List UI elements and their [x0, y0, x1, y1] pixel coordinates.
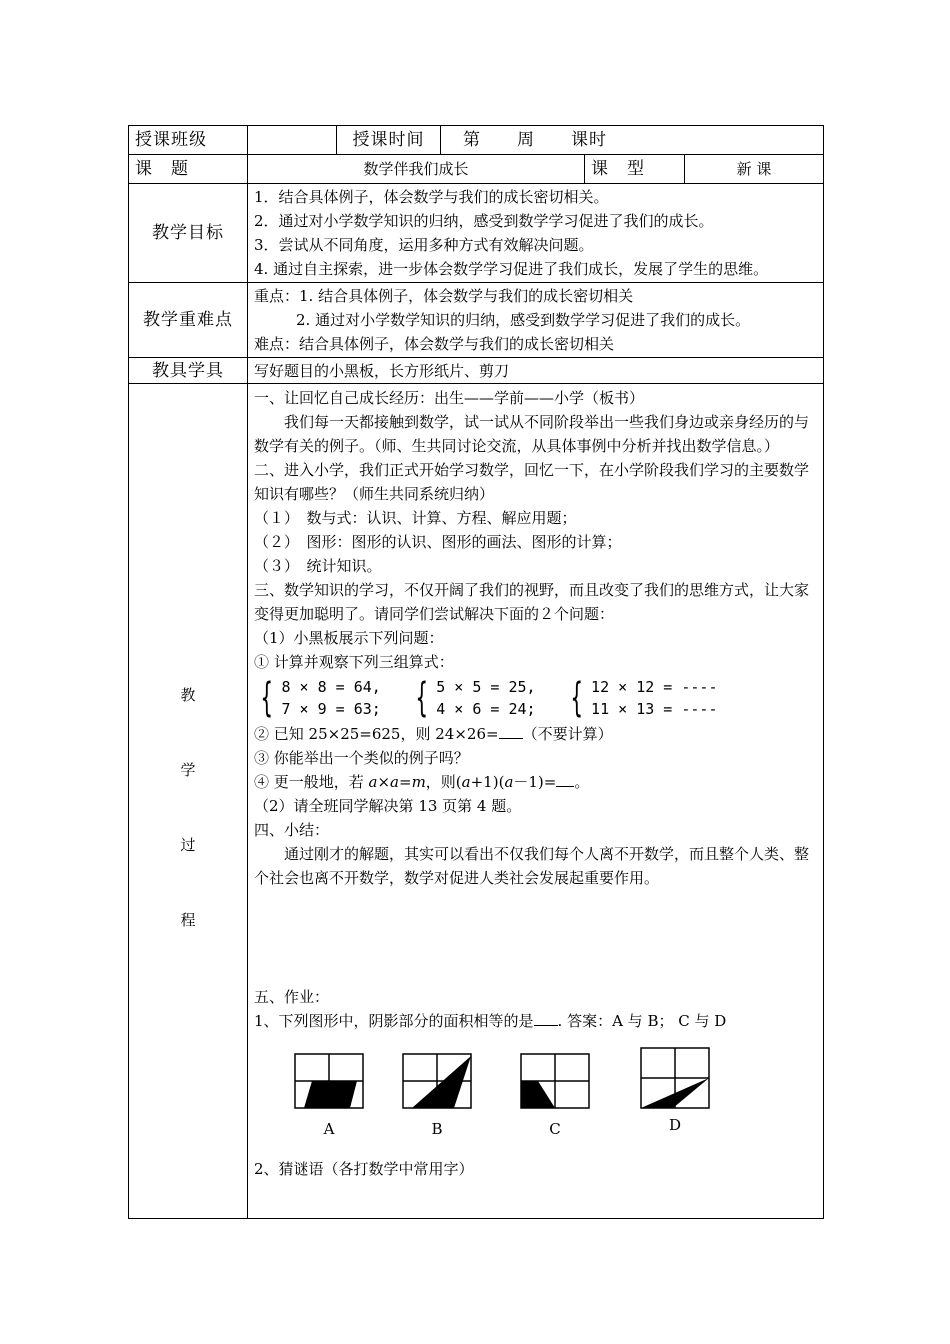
question-1d-text: －1)=	[513, 773, 557, 791]
figure-b	[402, 1053, 472, 1138]
equation: 4 × 6 = 24;	[436, 700, 536, 718]
question-1d-text: ，则(	[425, 773, 462, 791]
figure-d	[640, 1047, 710, 1134]
lesson-table	[128, 125, 824, 1219]
question-1b-text: ② 已知 25×25=625，则 24×26=	[254, 725, 499, 743]
math-expression: a×a=m	[368, 773, 426, 791]
equation: 8 × 8 = 64,	[281, 678, 381, 696]
figure-a-drawing	[294, 1053, 364, 1109]
figure-b-drawing	[402, 1053, 472, 1109]
section-4-title: 四、小结：	[254, 821, 330, 839]
figure-label: C	[549, 1120, 561, 1138]
question-1c: ③ 你能举出一个类似的例子吗？	[254, 749, 469, 767]
question-2: （2）请全班同学解决第 13 页第 4 题。	[254, 797, 522, 815]
question-1b-note: （不要计算）	[522, 725, 613, 743]
figure-label: D	[668, 1116, 682, 1134]
tools-row	[129, 358, 824, 384]
brace-symbol: {	[415, 675, 428, 721]
equation-group	[409, 676, 536, 720]
question-1d-text: 。	[574, 773, 590, 791]
process-label-char: 过	[180, 836, 196, 854]
header-row-2	[129, 155, 824, 184]
topic-label: 课 题	[129, 155, 248, 184]
topic-value: 数学伴我们成长	[248, 155, 585, 184]
process-label-char: 教	[180, 686, 196, 704]
process-label-char: 学	[180, 761, 196, 779]
equation-group	[564, 676, 718, 720]
homework-1-text: 1、下列图形中，阴影部分的面积相等的是	[254, 1012, 534, 1030]
section-1-body: 我们每一天都接触到数学，试一试从不同阶段举出一些我们身边或亲身经历的与数学有关的例子。（师、生共同讨论交流，从具体事例中分析并找出数学信息。）	[254, 413, 810, 455]
answer-blank	[534, 1011, 558, 1026]
lesson-plan	[128, 125, 823, 1219]
knowledge-item: （２） 图形：图形的认识、图形的画法、图形的计算；	[254, 533, 622, 551]
keypoints-label: 教学重难点	[129, 283, 248, 358]
answer-blank	[556, 772, 574, 787]
brace-symbol: {	[260, 675, 274, 721]
class-label: 授课班级	[129, 126, 248, 155]
figure-label: B	[431, 1120, 443, 1138]
math-variable: a	[461, 773, 471, 791]
time-value: 第 周 课时	[441, 126, 824, 155]
difficulty-point: 难点：结合具体例子，体会数学与我们的成长密切相关	[254, 335, 615, 353]
section-5-title: 五、作业：	[254, 988, 330, 1006]
tools-label: 教具学具	[129, 358, 248, 384]
key-point: 重点：1. 结合具体例子，体会数学与我们的成长密切相关	[254, 287, 634, 305]
question-1b	[254, 722, 817, 746]
equation: 11 × 13 = ----	[591, 700, 718, 718]
equation-groups	[254, 676, 817, 720]
answer-blank	[499, 724, 523, 739]
section-1-title: 一、让回忆自己成长经历：出生——学前——小学（板书）	[254, 389, 645, 407]
equation: 7 × 9 = 63;	[281, 700, 381, 718]
goal-item: 1．结合具体例子，体会数学与我们的成长密切相关。	[254, 188, 609, 206]
equation: 5 × 5 = 25,	[436, 678, 536, 696]
goal-item: 2．通过对小学数学知识的归纳，感受到数学学习促进了我们的成长。	[254, 212, 714, 230]
brace-symbol: {	[569, 675, 583, 721]
question-1a: ① 计算并观察下列三组算式：	[254, 653, 454, 671]
process-label	[129, 384, 248, 1219]
section-4-body: 通过刚才的解题，其实可以看出不仅我们每个人离不开数学，而且整个人类、整个社会也离不开数学，数学对促进人类社会发展起重要作用。	[254, 845, 810, 887]
type-label: 课 型	[585, 155, 685, 184]
homework-1	[254, 1009, 817, 1033]
time-label: 授课时间	[337, 126, 441, 155]
goal-item: 3．尝试从不同角度，运用多种方式有效解决问题。	[254, 236, 594, 254]
goals-row	[129, 184, 824, 283]
figure-d-drawing	[640, 1047, 710, 1109]
question-1: （1）小黑板展示下列问题：	[254, 629, 444, 647]
figure-c	[520, 1053, 590, 1138]
question-1d-text: ④ 更一般地，若	[254, 773, 369, 791]
type-value: 新 课	[685, 155, 824, 184]
knowledge-item: （３） 统计知识。	[254, 557, 382, 575]
homework-2: 2、猜谜语（各打数学中常用字）	[254, 1160, 474, 1178]
question-1d	[254, 770, 817, 794]
goal-item: 4. 通过自主探索，进一步体会数学学习促进了我们成长，发展了学生的思维。	[254, 260, 769, 278]
header-row-1	[129, 126, 824, 155]
section-2-title: 二、进入小学，我们正式开始学习数学，回忆一下，在小学阶段我们学习的主要数学知识有哪些？（师生共同系统归纳）	[254, 461, 810, 503]
figure-label: A	[323, 1120, 335, 1138]
figure-a	[294, 1053, 364, 1138]
homework-1-answer: . 答案：A 与 B； C 与 D	[557, 1012, 727, 1030]
equation: 12 × 12 = ----	[591, 678, 718, 696]
process-row	[129, 384, 824, 1219]
equation-group	[254, 676, 381, 720]
class-value	[248, 126, 337, 155]
section-3-title: 三、数学知识的学习，不仅开阔了我们的视野，而且改变了我们的思维方式，让大家变得更加聪明了。请同学们尝试解决下面的２个问题：	[254, 581, 810, 623]
shaded-figures	[254, 1053, 817, 1157]
goals-label: 教学目标	[129, 184, 248, 283]
tools-value: 写好题目的小黑板，长方形纸片、剪刀	[248, 358, 824, 384]
figure-c-drawing	[520, 1053, 590, 1109]
knowledge-item: （１） 数与式：认识、计算、方程、解应用题；	[254, 509, 577, 527]
key-point: 2. 通过对小学数学知识的归纳，感受到数学学习促进了我们的成长。	[296, 311, 751, 329]
question-1d-text: +1)(	[470, 773, 505, 791]
process-label-char: 程	[180, 911, 196, 929]
math-variable: a	[504, 773, 514, 791]
keypoints-row	[129, 283, 824, 358]
